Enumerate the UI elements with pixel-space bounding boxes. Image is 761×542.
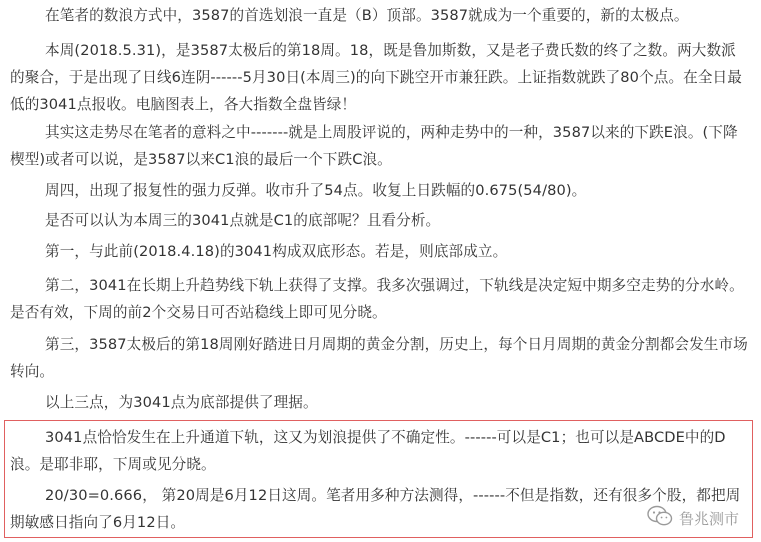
paragraph-10: 3041点恰恰发生在上升通道下轨，这又为划浪提供了不确定性。------可以是C1；也可以是ABCDE中的D浪。是耶非耶，下周或见分晓。 <box>10 429 726 473</box>
paragraph-2: 本周(2018.5.31)，是3587太极后的第18周。18，既是鲁加斯数，又是老子费氏数的终了之数。两大数派的聚合，于是出现了日线6连阴------5月30日(本周三)的向下跳空开市兼狂跌。上证指数就跌了80个点。在全日最低的3041点报收。电脑图表上，各大指数全盘皆绿！ <box>10 42 742 113</box>
paragraph-5: 是否可以认为本周三的3041点就是C1的底部呢？且看分析。 <box>45 212 441 229</box>
paragraph-4: 周四，出现了报复性的强力反弹。收市升了54点。收复上日跌幅的0.675(54/80)。 <box>45 182 587 199</box>
paragraph-11: 20/30=0.666， 第20周是6月12日这周。笔者用多种方法测得，------不但是指数，还有很多个股，都把周期敏感日指向了6月12日。 <box>10 487 741 531</box>
watermark <box>643 504 743 532</box>
watermark-text: 鲁兆测市 <box>678 509 739 528</box>
paragraph-3: 其实这走势尽在笔者的意料之中-------就是上周股评说的，两种走势中的一种，3587以来的下跌E浪。(下降楔型)或者可以说，是3587以来C1浪的最后一个下跌C浪。 <box>10 124 738 168</box>
paragraph-9: 以上三点，为3041点为底部提供了理据。 <box>45 394 318 411</box>
paragraph-7: 第二，3041在长期上升趋势线下轨上获得了支撑。我多次强调过，下轨线是决定短中期多空走势的分水岭。是否有效，下周的前2个交易日可否站稳线上即可见分晓。 <box>10 277 744 321</box>
paragraph-1: 在笔者的数浪方式中，3587的首选划浪一直是（B）顶部。3587就成为一个重要的，新的太极点。 <box>45 7 689 24</box>
wechat-icon <box>647 505 673 531</box>
paragraph-8: 第三，3587太极后的第18周刚好踏进日月周期的黄金分割，历史上，每个日月周期的黄金分割都会发生市场转向。 <box>10 336 748 380</box>
paragraph-6: 第一，与此前(2018.4.18)的3041构成双底形态。若是，则底部成立。 <box>45 243 508 260</box>
